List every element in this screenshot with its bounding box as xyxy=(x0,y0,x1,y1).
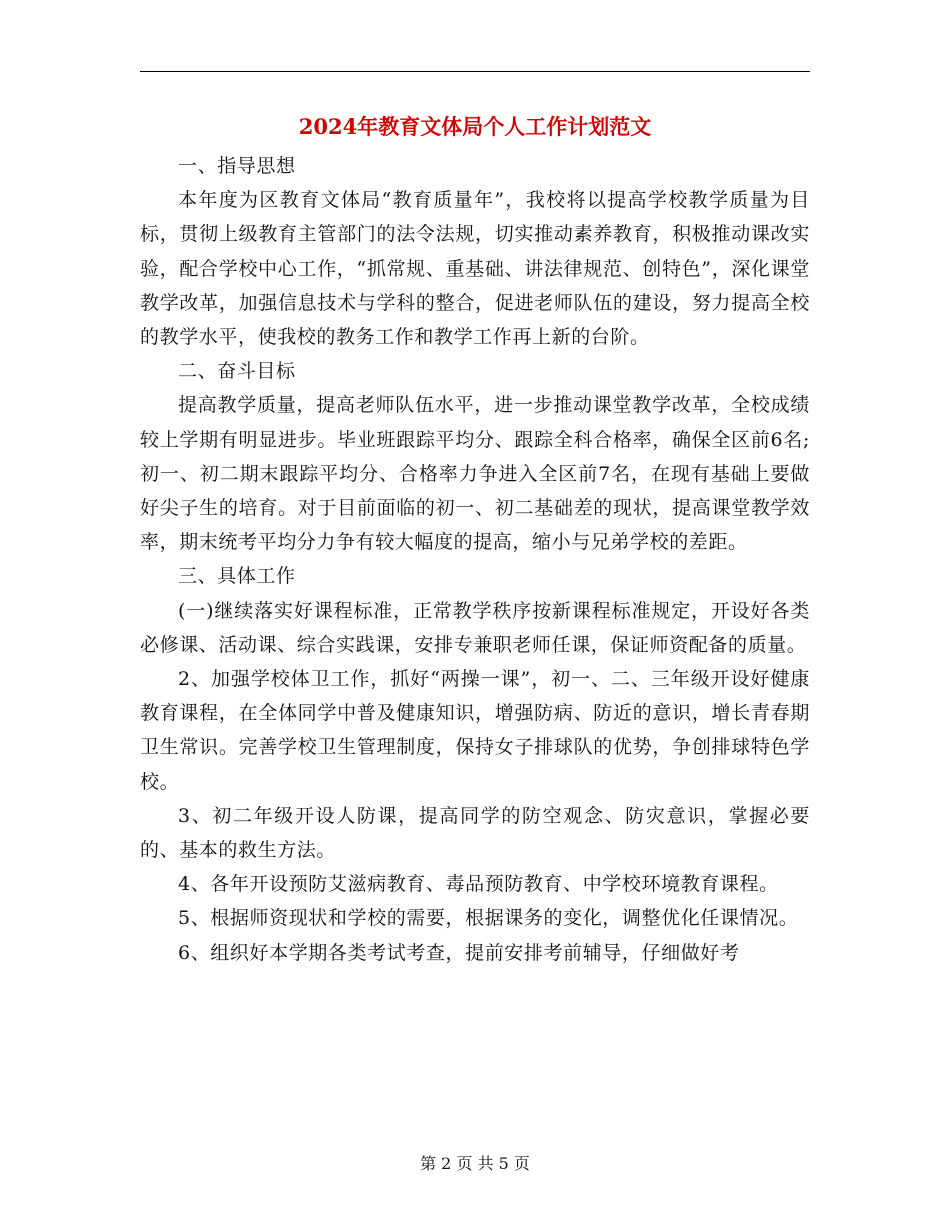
paragraph-work-item-2: 2、加强学校体卫工作，抓好“两操一课”，初一、二、三年级开设好健康教育课程，在全体同学中普及健康知识，增强防病、防近的意识，增长青春期卫生常识。完善学校卫生管理制度，保持女子排球队的优势，争创排球特色学校。 xyxy=(140,668,810,793)
section-heading-specific-work: 三、具体工作 xyxy=(178,565,296,588)
section-heading-guiding-ideology: 一、指导思想 xyxy=(178,155,296,177)
paragraph-goals: 提高教学质量，提高老师队伍水平，进一步推动课堂教学改革，全校成绩较上学期有明显进步。毕业班跟踪平均分、跟踪全科合格率，确保全区前6名;初一、初二期末跟踪平均分、合格率力争进入全区前7名，在现有基础上要做好尖子生的培育。对于目前面临的初一、初二基础差的现状，提高课堂教学效率，期末统考平均分力争有较大幅度的提高，缩小与兄弟学校的差距。 xyxy=(140,394,810,554)
page-number-footer: 第 2 页 共 5 页 xyxy=(420,1154,530,1173)
paragraph-guiding-ideology: 本年度为区教育文体局“教育质量年”，我校将以提高学校教学质量为目标，贯彻上级教育主管部门的法令法规，切实推动素养教育，积极推动课改实验，配合学校中心工作，“抓常规、重基础、讲法律规范、创特色”，深化课堂教学改革，加强信息技术与学科的整合，促进老师队伍的建设，努力提高全校的教学水平，使我校的教务工作和教学工作再上新的台阶。 xyxy=(140,189,810,349)
paragraph-work-item-1: (一)继续落实好课程标准，正常教学秩序按新课程标准规定，开设好各类必修课、活动课、综合实践课，安排专兼职老师任课，保证师资配备的质量。 xyxy=(140,599,810,656)
section-heading-goals: 二、奋斗目标 xyxy=(178,360,296,383)
document-body xyxy=(140,149,810,970)
paragraph-work-item-3: 3、初二年级开设人防课，提高同学的防空观念、防灾意识，掌握必要的、基本的救生方法。 xyxy=(140,804,810,862)
paragraph-work-item-6: 6、组织好本学期各类考试考查，提前安排考前辅导，仔细做好考 xyxy=(178,941,740,964)
header-rule xyxy=(140,71,810,72)
paragraph-work-item-4: 4、各年开设预防艾滋病教育、毒品预防教育、中学校环境教育课程。 xyxy=(178,873,779,896)
document-title: 2024年教育文体局个人工作计划范文 xyxy=(298,114,652,139)
paragraph-work-item-5: 5、根据师资现状和学校的需要，根据课务的变化，调整优化任课情况。 xyxy=(178,907,799,930)
